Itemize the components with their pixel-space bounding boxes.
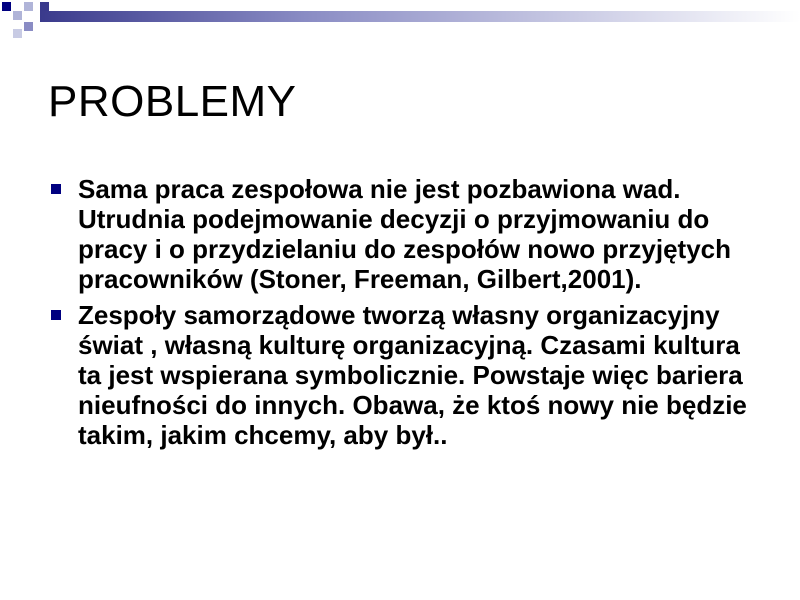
decor-square-6 <box>40 2 49 11</box>
bullet-item <box>48 174 758 294</box>
bullet-list <box>48 174 758 456</box>
decor-square-2 <box>13 11 22 20</box>
bullet-text: Zespoły samorządowe tworzą własny organizacyjny świat , własną kulturę organizacyjną. Czasami kultura ta jest wspierana symbolicznie. Powstaje więc bariera nieufności do innych. Obawa, że ktoś nowy nie będzie takim, jakim chcemy, aby był.. <box>78 300 747 450</box>
bullet-text: Sama praca zespołowa nie jest pozbawiona wad. Utrudnia podejmowanie decyzji o przyjmowaniu do pracy i o przydzielaniu do zespołów nowo przyjętych pracowników (Stoner, Freeman, Gilbert,2001). <box>78 174 731 294</box>
decorative-header-bar <box>0 0 800 40</box>
gradient-stripe <box>40 11 800 22</box>
decor-square-1 <box>2 2 11 11</box>
bullet-item <box>48 300 758 450</box>
square-bullet-icon <box>51 310 61 320</box>
decor-square-4 <box>24 22 33 31</box>
square-bullet-icon <box>51 184 61 194</box>
decor-square-3 <box>24 2 33 11</box>
decor-square-5 <box>13 29 22 38</box>
slide-title: PROBLEMY <box>48 77 297 126</box>
